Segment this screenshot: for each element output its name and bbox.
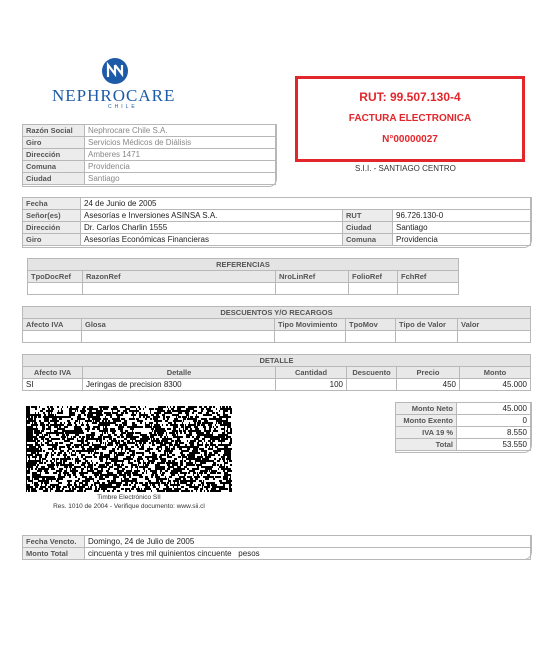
- discounts-header: Valor: [458, 319, 531, 331]
- logo-text: NEPHROCARE: [52, 86, 176, 105]
- references-header: RazonRef: [83, 271, 276, 283]
- client-value: Santiago: [393, 222, 531, 234]
- discounts-table: [22, 306, 531, 343]
- detail-afecto: SI: [23, 379, 83, 391]
- company-value: Amberes 1471: [85, 149, 276, 161]
- discounts-cell: [458, 331, 531, 343]
- totals-label: Monto Neto: [396, 403, 457, 415]
- detail-amount: 45.000: [460, 379, 531, 391]
- references-cell: [349, 283, 398, 295]
- timbre-caption: Timbre Electrónico SII: [97, 494, 161, 501]
- document-id-box: [295, 76, 525, 162]
- total-words-value: cincuenta y tres mil quinientos cincuente pesos: [85, 548, 531, 560]
- company-label: Dirección: [23, 149, 85, 161]
- client-label: Fecha: [23, 198, 81, 210]
- references-header: NroLinRef: [276, 271, 349, 283]
- footer-table: [22, 535, 531, 560]
- references-cell: [83, 283, 276, 295]
- detail-header: Afecto IVA: [23, 367, 83, 379]
- company-value: Providencia: [85, 161, 276, 173]
- discounts-title: DESCUENTOS Y/O RECARGOS: [23, 307, 531, 319]
- detail-description: Jeringas de precision 8300: [83, 379, 276, 391]
- document-number: N°00000027: [382, 134, 438, 145]
- totals-value: 0: [457, 415, 531, 427]
- client-value: 24 de Junio de 2005: [81, 198, 531, 210]
- company-label: Ciudad: [23, 173, 85, 185]
- totals-label: IVA 19 %: [396, 427, 457, 439]
- company-value: Santiago: [85, 173, 276, 185]
- timbre-barcode: [26, 406, 232, 492]
- client-value: 96.726.130-0: [393, 210, 531, 222]
- client-value: Dr. Carlos Charlin 1555: [81, 222, 343, 234]
- totals-label: Total: [396, 439, 457, 451]
- detail-price: 450: [397, 379, 460, 391]
- discounts-cell: [275, 331, 346, 343]
- discounts-cell: [396, 331, 458, 343]
- client-label: Ciudad: [343, 222, 393, 234]
- company-label: Giro: [23, 137, 85, 149]
- references-title: REFERENCIAS: [28, 259, 459, 271]
- due-date-value: Domingo, 24 de Julio de 2005: [85, 536, 531, 548]
- client-value: Asesorías e Inversiones ASINSA S.A.: [81, 210, 343, 222]
- references-cell: [276, 283, 349, 295]
- client-value: Providencia: [393, 234, 531, 246]
- discounts-header: Tipo de Valor: [396, 319, 458, 331]
- detail-header: Monto: [460, 367, 531, 379]
- detail-discount: [347, 379, 397, 391]
- company-value: Nephrocare Chile S.A.: [85, 125, 276, 137]
- discounts-header: TpoMov: [346, 319, 396, 331]
- client-label: Comuna: [343, 234, 393, 246]
- detail-header: Detalle: [83, 367, 276, 379]
- detail-header: Precio: [397, 367, 460, 379]
- sii-office: S.I.I. - SANTIAGO CENTRO: [355, 164, 456, 173]
- detail-header: Cantidad: [276, 367, 347, 379]
- detail-header: Descuento: [347, 367, 397, 379]
- client-label: RUT: [343, 210, 393, 222]
- references-header: FchRef: [398, 271, 459, 283]
- document-type: FACTURA ELECTRONICA: [348, 113, 472, 124]
- references-header: FolioRef: [349, 271, 398, 283]
- client-value: Asesorías Económicas Financieras: [81, 234, 343, 246]
- logo-icon: [98, 57, 132, 87]
- discounts-header: Tipo Movimiento: [275, 319, 346, 331]
- client-info-table: [22, 197, 531, 246]
- company-value: Servicios Médicos de Diálisis: [85, 137, 276, 149]
- totals-label: Monto Exento: [396, 415, 457, 427]
- discounts-header: Glosa: [82, 319, 275, 331]
- client-label: Dirección: [23, 222, 81, 234]
- table-row: [23, 379, 531, 391]
- client-label: Giro: [23, 234, 81, 246]
- discounts-cell: [346, 331, 396, 343]
- logo-subtext: CHILE: [108, 104, 138, 110]
- references-cell: [28, 283, 83, 295]
- totals-value: 45.000: [457, 403, 531, 415]
- detail-table: [22, 354, 531, 391]
- timbre-caption-2: Res. 1010 de 2004 - Verifique documento: www.sii.cl: [53, 503, 205, 510]
- detail-title: DETALLE: [23, 355, 531, 367]
- company-logo: [48, 55, 188, 115]
- client-label: Señor(es): [23, 210, 81, 222]
- due-date-label: Fecha Vencto.: [23, 536, 85, 548]
- references-header: TpoDocRef: [28, 271, 83, 283]
- discounts-cell: [23, 331, 82, 343]
- references-table: [27, 258, 459, 295]
- company-label: Comuna: [23, 161, 85, 173]
- detail-quantity: 100: [276, 379, 347, 391]
- totals-value: 53.550: [457, 439, 531, 451]
- discounts-cell: [82, 331, 275, 343]
- totals-table: [395, 402, 531, 451]
- discounts-header: Afecto IVA: [23, 319, 82, 331]
- company-label: Razón Social: [23, 125, 85, 137]
- totals-value: 8.550: [457, 427, 531, 439]
- issuer-rut: RUT: 99.507.130-4: [359, 90, 461, 104]
- company-info-table: [22, 124, 276, 185]
- total-words-label: Monto Total: [23, 548, 85, 560]
- references-cell: [398, 283, 459, 295]
